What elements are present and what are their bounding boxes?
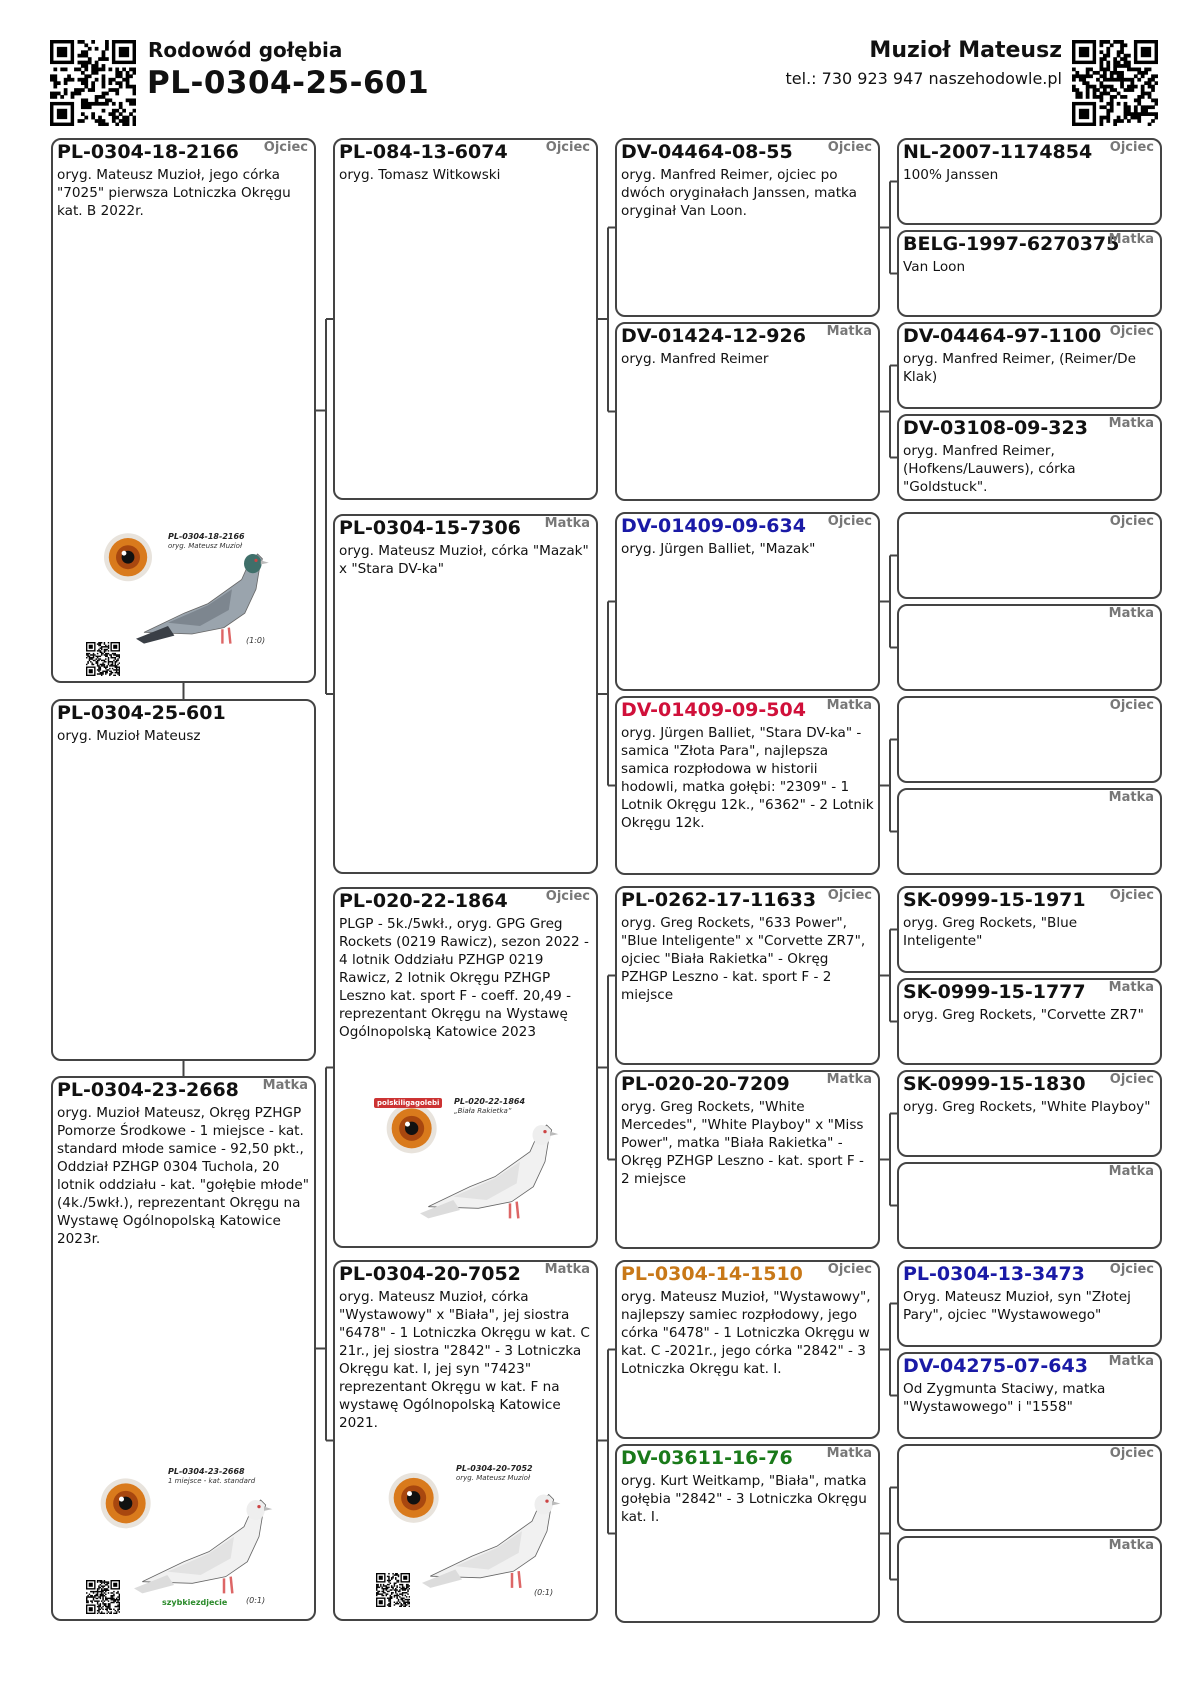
pedigree-card-g3-3 [615, 512, 880, 691]
pedigree-card-g4-12 [897, 1162, 1162, 1249]
photo-studio-mark: szybkiezdjecie [162, 1598, 228, 1607]
parent-role-label: Ojciec [1109, 140, 1154, 155]
pigeon-description: Oryg. Mateusz Muzioł, syn "Złotej Pary", ojciec "Wystawowego" [903, 1289, 1131, 1323]
ring-number: DV-03108-09-323 [903, 417, 1088, 439]
photo-caption-text: „Biała Rakietka” [454, 1107, 512, 1115]
pedigree-card-g4-4 [897, 414, 1162, 501]
parent-role-label: Matka [826, 1446, 872, 1461]
parent-role-label: Matka [826, 1072, 872, 1087]
league-badge: polskiligagolebi [374, 1098, 442, 1108]
ring-number: PL-0304-23-2668 [57, 1079, 239, 1101]
parent-role-label: Matka [544, 1262, 590, 1277]
parent-role-label: Ojciec [1109, 698, 1154, 713]
parent-role-label: Matka [1108, 232, 1154, 247]
parent-role-label: Ojciec [545, 889, 590, 904]
ring-number: PL-0304-15-7306 [339, 517, 521, 539]
photo-score: (0:1) [246, 1596, 266, 1605]
photo-caption-ring: PL-020-22-1864 [454, 1097, 526, 1106]
parent-role-label: Matka [826, 324, 872, 339]
pigeon-description: oryg. Jürgen Balliet, "Stara DV-ka" - samica "Złota Para", najlepsza samica rozpłodowa w historii hodowli, matka gołębi: "2309" - 1 Lotnik Okręgu 12k., "6362" - 2 Lotnik Okręgu 12k. [621, 725, 874, 831]
ring-number: DV-04275-07-643 [903, 1355, 1088, 1377]
parent-role-label: Matka [1108, 1354, 1154, 1369]
parent-role-label: Ojciec [1109, 888, 1154, 903]
pedigree-card-g4-8 [897, 788, 1162, 875]
owner-name: Muzioł Mateusz [869, 38, 1062, 63]
ring-number: PL-0304-25-601 [57, 702, 226, 724]
pedigree-card-g3-5 [615, 886, 880, 1065]
photo-caption-ring: PL-0304-20-7052 [456, 1464, 533, 1473]
parent-role-label: Matka [544, 516, 590, 531]
ring-number: PL-0304-20-7052 [339, 1263, 521, 1285]
pedigree-card-g4-3 [897, 322, 1162, 409]
pedigree-card-self [51, 699, 316, 1061]
ring-number: DV-01409-09-634 [621, 515, 806, 537]
pedigree-card-g4-16 [897, 1536, 1162, 1623]
pedigree-card-g3-2 [615, 322, 880, 501]
pigeon-description: oryg. Tomasz Witkowski [339, 167, 501, 183]
ring-number: DV-04464-97-1100 [903, 325, 1102, 347]
parent-role-label: Ojciec [1109, 514, 1154, 529]
pigeon-ring-title: PL-0304-25-601 [147, 65, 430, 101]
pigeon-description: oryg. Greg Rockets, "White Mercedes", "White Playboy" x "Miss Power", matka "Biała Rakietka" - Okręg PZHGP Leszno - kat. sport F - 2 miejsce [621, 1099, 864, 1187]
pigeon-description: oryg. Mateusz Muzioł, córka "Mazak" x "Stara DV-ka" [339, 543, 589, 577]
pedigree-card-g4-7 [897, 696, 1162, 783]
owner-contact[interactable]: tel.: 730 923 947 naszehodowle.pl [785, 69, 1062, 88]
parent-role-label: Matka [826, 698, 872, 713]
pedigree-card-g4-6 [897, 604, 1162, 691]
pedigree-card-g3-7 [615, 1260, 880, 1439]
ring-number: PL-020-20-7209 [621, 1073, 790, 1095]
pigeon-description: Van Loon [903, 259, 966, 275]
pedigree-card-g3-1 [615, 138, 880, 317]
pedigree-card-g4-13 [897, 1260, 1162, 1347]
pigeon-description: oryg. Mateusz Muzioł, córka "Wystawowy" x "Biała", jej siostra "6478" - 1 Lotniczka Okręgu w kat. C 21r., jej siostra "2842" - 3 Lotniczka Okręgu kat. I, jej syn "7423" reprezentant Okręgu w kat. F na wystawę Ogólnopolską Katowice 2021. [339, 1289, 590, 1431]
photo-qr-code [86, 642, 120, 676]
pigeon-description: oryg. Muzioł Mateusz, Okręg PZHGP Pomorze Środkowe - 1 miejsce - kat. standard młode samice - 92,50 pkt., Oddział PZHGP 0304 Tuchola, 20 lotnik oddziału - kat. "gołębie młode" (4k./5wkł.), reprezentant Okręgu na Wystawę Ogólnopolską Katowice 2023r. [57, 1105, 309, 1247]
ring-number: PL-084-13-6074 [339, 141, 508, 163]
pedigree-card-g3-6 [615, 1070, 880, 1249]
pedigree-card-g2-1 [333, 138, 598, 500]
ring-number: PL-0304-14-1510 [621, 1263, 803, 1285]
parent-role-label: Matka [1108, 980, 1154, 995]
pigeon-description: oryg. Greg Rockets, "633 Power", "Blue Inteligente" x "Corvette ZR7", ojciec "Biała Rakietka" - Okręg PZHGP Leszno - kat. sport F - 2 miejsce [621, 915, 866, 1003]
ring-number: DV-01409-09-504 [621, 699, 806, 721]
photo-caption-ring: PL-0304-18-2166 [168, 532, 245, 541]
pedigree-card-g4-5 [897, 512, 1162, 599]
parent-role-label: Ojciec [545, 140, 590, 155]
pigeon-description: oryg. Manfred Reimer, (Reimer/De Klak) [903, 351, 1136, 385]
photo-caption-ring: PL-0304-23-2668 [168, 1467, 245, 1476]
parent-role-label: Matka [1108, 1164, 1154, 1179]
pedigree-card-g3-8 [615, 1444, 880, 1623]
parent-role-label: Matka [1108, 1538, 1154, 1553]
pedigree-card-g3-4 [615, 696, 880, 875]
photo-caption-text: oryg. Mateusz Muzioł [168, 542, 242, 550]
ring-number: DV-04464-08-55 [621, 141, 793, 163]
pigeon-description: 100% Janssen [903, 167, 999, 183]
parent-role-label: Ojciec [827, 514, 872, 529]
ring-number: PL-020-22-1864 [339, 890, 508, 912]
white-pigeon-photo [370, 1095, 570, 1230]
pigeon-description: oryg. Greg Rockets, "Corvette ZR7" [903, 1007, 1144, 1023]
parent-role-label: Matka [262, 1078, 308, 1093]
ring-number: DV-01424-12-926 [621, 325, 806, 347]
ring-number: SK-0999-15-1830 [903, 1073, 1086, 1095]
pigeon-description: oryg. Manfred Reimer [621, 351, 769, 367]
ring-number: SK-0999-15-1777 [903, 981, 1086, 1003]
pigeon-description: oryg. Kurt Weitkamp, "Biała", matka gołębia "2842" - 3 Lotniczka Okręgu kat. I. [621, 1473, 867, 1525]
photo-qr-code [376, 1573, 410, 1607]
pigeon-description: oryg. Manfred Reimer, (Hofkens/Lauwers), córka "Goldstuck". [903, 443, 1076, 495]
photo-score: (0:1) [534, 1588, 554, 1597]
photo-score: (1:0) [246, 636, 266, 645]
pedigree-card-g4-1 [897, 138, 1162, 225]
pigeon-description: oryg. Mateusz Muzioł, jego córka "7025" pierwsza Lotniczka Okręgu kat. B 2022r. [57, 167, 291, 219]
pigeon-description: oryg. Muzioł Mateusz [57, 728, 201, 744]
photo-qr-code [86, 1580, 120, 1614]
pedigree-card-g4-15 [897, 1444, 1162, 1531]
parent-role-label: Ojciec [827, 888, 872, 903]
pigeon-description: oryg. Jürgen Balliet, "Mazak" [621, 541, 816, 557]
pigeon-description: PLGP - 5k./5wkł., oryg. GPG Greg Rockets (0219 Rawicz), sezon 2022 - 4 lotnik Oddziału PZHGP 0219 Rawicz, 2 lotnik Okręgu PZHGP Leszno kat. sport F - coeff. 20,49 - reprezentant Okręgu na Wystawę Ogólnopolską Katowice 2023 [339, 916, 589, 1040]
pedigree-card-g4-9 [897, 886, 1162, 973]
ring-number: PL-0262-17-11633 [621, 889, 817, 911]
pedigree-card-g4-2 [897, 230, 1162, 317]
pigeon-description: oryg. Greg Rockets, "White Playboy" [903, 1099, 1151, 1115]
ring-number: PL-0304-18-2166 [57, 141, 239, 163]
parent-role-label: Matka [1108, 416, 1154, 431]
parent-role-label: Ojciec [1109, 1262, 1154, 1277]
photo-caption-text: oryg. Mateusz Muzioł [456, 1474, 530, 1482]
pigeon-description: Od Zygmunta Staciwy, matka "Wystawowego" i "1558" [903, 1381, 1106, 1415]
ring-number: BELG-1997-6270375 [903, 233, 1120, 255]
parent-role-label: Ojciec [263, 140, 308, 155]
ring-number: DV-03611-16-76 [621, 1447, 793, 1469]
pigeon-description: oryg. Mateusz Muzioł, "Wystawowy", najlepszy samiec rozpłodowy, jego córka "6478" - 1 Lotniczka Okręgu w kat. C -2021r., jego córka "2842" - 3 Lotniczka Okręgu kat. I. [621, 1289, 871, 1377]
parent-role-label: Matka [1108, 790, 1154, 805]
ring-number: SK-0999-15-1971 [903, 889, 1086, 911]
parent-role-label: Ojciec [1109, 1072, 1154, 1087]
parent-role-label: Ojciec [1109, 324, 1154, 339]
pigeon-description: oryg. Greg Rockets, "Blue Inteligente" [903, 915, 1078, 949]
document-subtitle: Rodowód gołębia [148, 38, 343, 62]
pedigree-card-g2-2 [333, 514, 598, 874]
pedigree-card-g4-14 [897, 1352, 1162, 1439]
pigeon-description: oryg. Manfred Reimer, ojciec po dwóch oryginałach Janssen, matka oryginał Van Loon. [621, 167, 857, 219]
pedigree-card-g4-10 [897, 978, 1162, 1065]
parent-role-label: Ojciec [827, 1262, 872, 1277]
parent-role-label: Matka [1108, 606, 1154, 621]
photo-caption-text: 1 miejsce - kat. standard [168, 1477, 256, 1485]
ring-number: PL-0304-13-3473 [903, 1263, 1085, 1285]
parent-role-label: Ojciec [827, 140, 872, 155]
pedigree-card-g4-11 [897, 1070, 1162, 1157]
ring-number: NL-2007-1174854 [903, 141, 1093, 163]
parent-role-label: Ojciec [1109, 1446, 1154, 1461]
